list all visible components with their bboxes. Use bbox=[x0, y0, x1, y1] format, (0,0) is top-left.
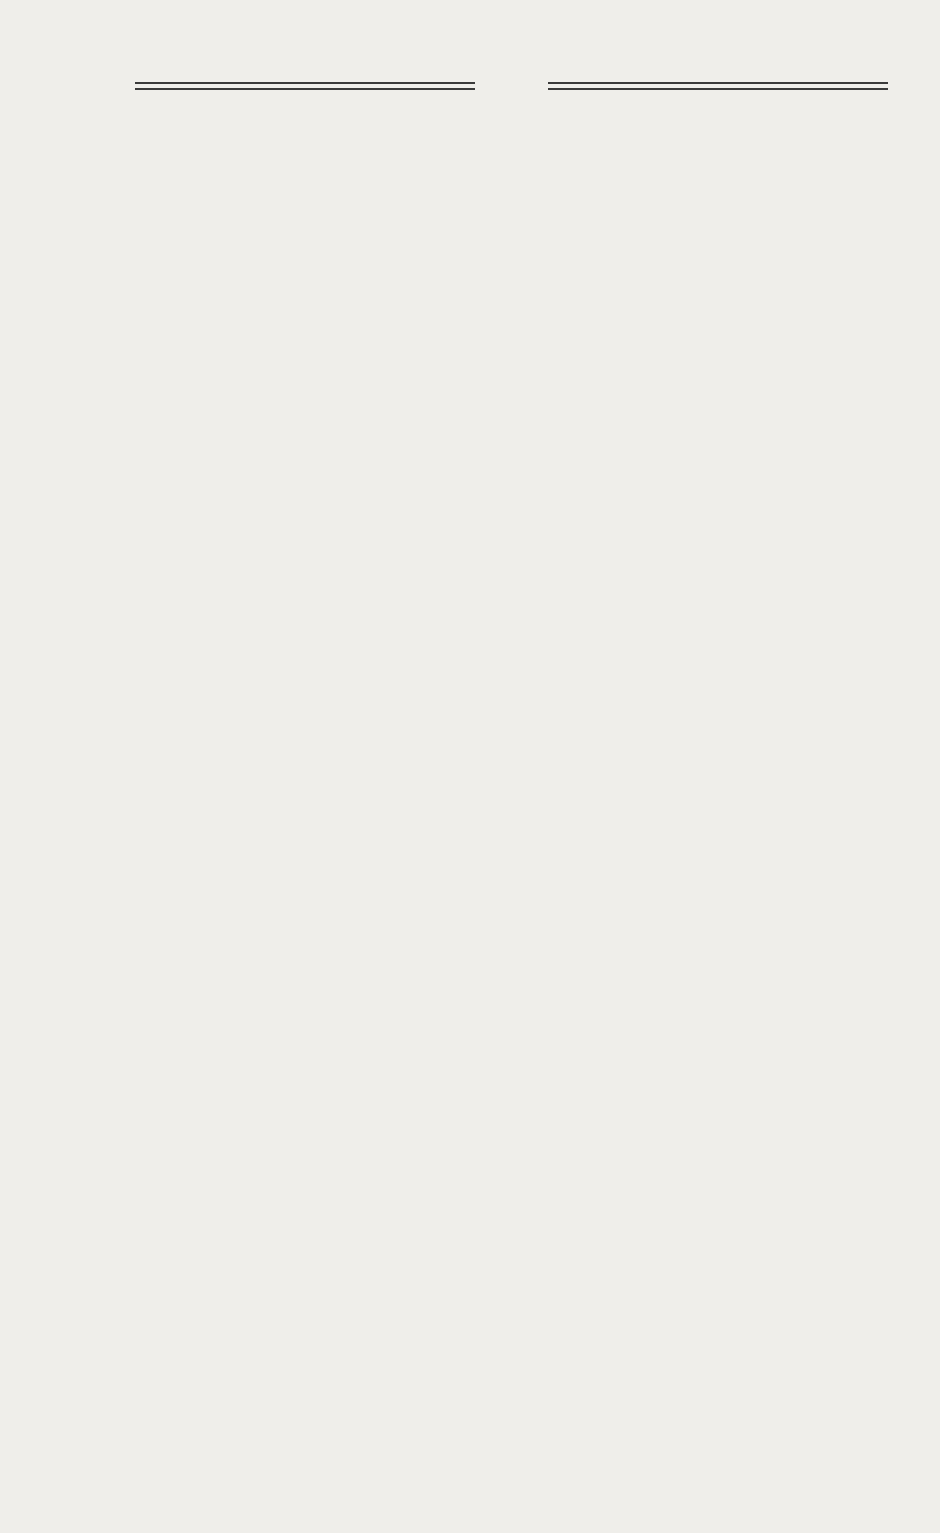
header-rule-right bbox=[548, 82, 888, 90]
page-number bbox=[475, 72, 548, 102]
page-header bbox=[135, 72, 888, 102]
header-rule-left bbox=[135, 82, 475, 90]
